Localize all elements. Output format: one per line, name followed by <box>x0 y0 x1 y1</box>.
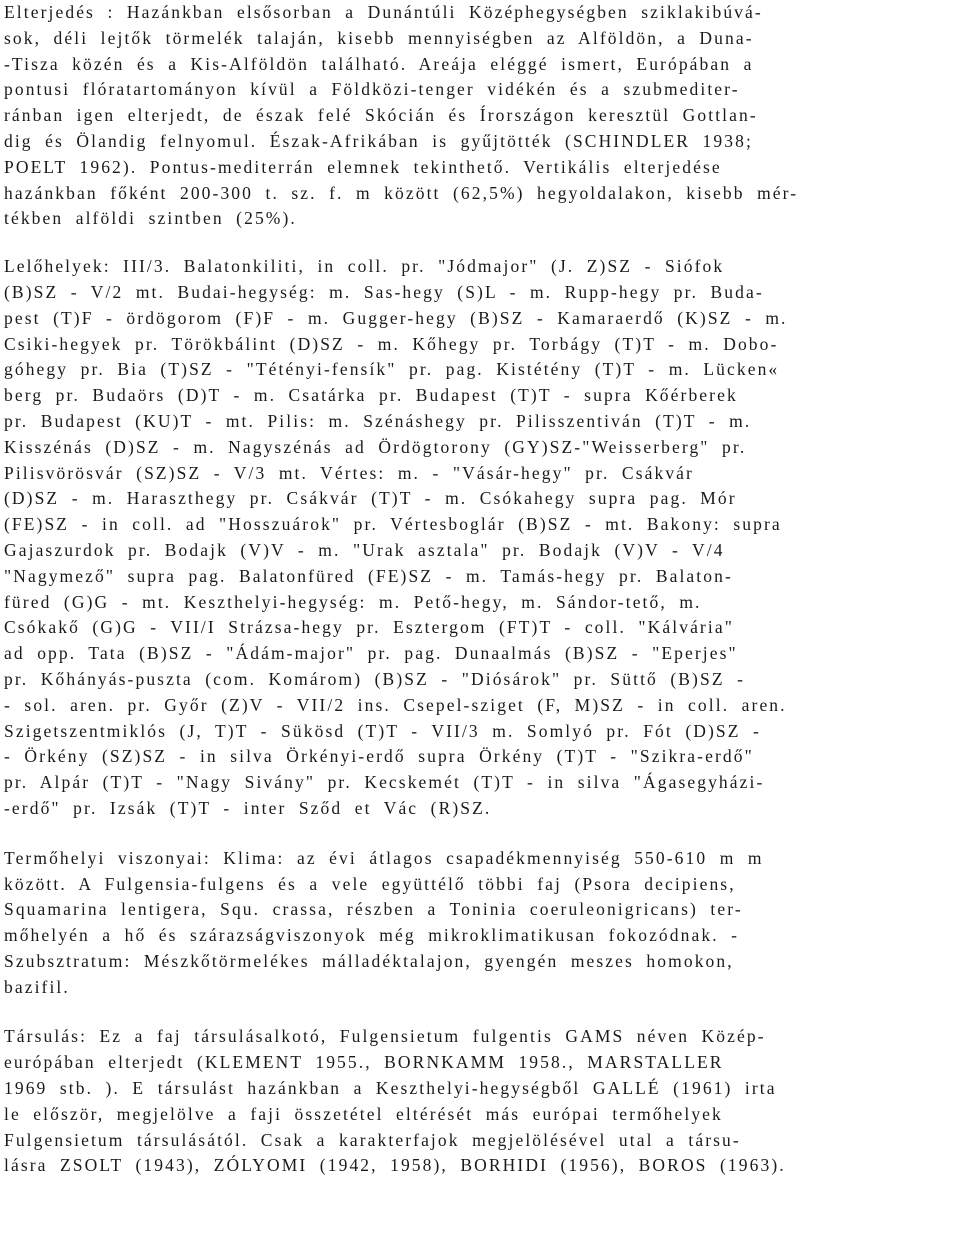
text-line: hazánkban főként 200-300 t. sz. f. m között (62,5%) hegyoldalakon, kisebb mér- <box>4 182 799 203</box>
text-line: Lelőhelyek: III/3. Balatonkiliti, in coll. pr. "Jódmajor" (J. Z)SZ - Siófok <box>4 256 725 277</box>
paragraph-tarsulas <box>4 1024 950 1179</box>
text-line: európában elterjedt (KLEMENT 1955., BORNKAMM 1958., MARSTALLER <box>4 1052 724 1073</box>
paragraph-elterjedes <box>4 0 950 232</box>
text-line: pr. Kőhányás-puszta (com. Komárom) (B)SZ - "Diósárok" pr. Süttő (B)SZ - <box>4 668 746 689</box>
text-line: - Örkény (SZ)SZ - in silva Örkényi-erdő supra Örkény (T)T - "Szikra-erdő" <box>4 746 754 767</box>
text-line: POELT 1962). Pontus-mediterrán elemnek tekinthető. Vertikális elterjedése <box>4 156 722 177</box>
text-line: Elterjedés : Hazánkban elsősorban a Dunántúli Középhegységben sziklakibúvá- <box>4 2 763 22</box>
text-line: füred (G)G - mt. Keszthelyi-hegység: m. Pető-hegy, m. Sándor-tető, m. <box>4 591 702 612</box>
text-line: Szigetszentmiklós (J, T)T - Sükösd (T)T - VII/3 m. Somlyó pr. Fót (D)SZ - <box>4 720 761 741</box>
text-line: Gajaszurdok pr. Bodajk (V)V - m. "Urak asztala" pr. Bodajk (V)V - V/4 <box>4 539 725 560</box>
text-line: Csiki-hegyek pr. Törökbálint (D)SZ - m. Kőhegy pr. Torbágy (T)T - m. Dobo- <box>4 333 779 354</box>
text-line: bazifil. <box>4 976 70 997</box>
text-line: tékben alföldi szintben (25%). <box>4 208 297 229</box>
text-line: Kisszénás (D)SZ - m. Nagyszénás ad Ördögtorony (GY)SZ-"Weisserberg" pr. <box>4 436 747 457</box>
text-line: pr. Budapest (KU)T - mt. Pilis: m. Szénáshegy pr. Pilisszentiván (T)T - m. <box>4 410 752 431</box>
text-line: (D)SZ - m. Haraszthegy pr. Csákvár (T)T - m. Csókahegy supra pag. Mór <box>4 488 737 509</box>
paragraph-termohelyi <box>4 846 950 1001</box>
text-line: le először, megjelölve a faji összetétel eltérését más európai termőhelyek <box>4 1103 723 1124</box>
text-line: Pilisvörösvár (SZ)SZ - V/3 mt. Vértes: m. - "Vásár-hegy" pr. Csákvár <box>4 462 694 483</box>
text-line: dig és Ölandig felnyomul. Észak-Afrikában is gyűjtötték (SCHINDLER 1938; <box>4 130 753 151</box>
text-line: Squamarina lentigera, Squ. crassa, részben a Toninia coeruleonigricans) ter- <box>4 899 743 920</box>
text-line: -Tisza közén és a Kis-Alföldön található. Areája eléggé ismert, Európában a <box>4 53 754 74</box>
text-line: Társulás: Ez a faj társulásalkotó, Fulgensietum fulgentis GAMS néven Közép- <box>4 1026 766 1047</box>
text-line: Szubsztratum: Mészkőtörmelékes málladéktalajon, gyengén meszes homokon, <box>4 950 734 971</box>
text-line: (B)SZ - V/2 mt. Budai-hegység: m. Sas-hegy (S)L - m. Rupp-hegy pr. Buda- <box>4 281 764 302</box>
text-line: góhegy pr. Bia (T)SZ - "Tétényi-fensík" pr. pag. Kistétény (T)T - m. Lücken« <box>4 359 780 380</box>
text-line: berg pr. Budaörs (D)T - m. Csatárka pr. Budapest (T)T - supra Kőérberek <box>4 385 738 406</box>
text-line: között. A Fulgensia-fulgens és a vele együttélő többi faj (Psora decipiens, <box>4 873 736 894</box>
section-spacer <box>4 822 950 846</box>
text-line: mőhelyén a hő és szárazságviszonyok még mikroklimatikusan fokozódnak. - <box>4 925 740 946</box>
section-spacer <box>4 1000 950 1024</box>
text-line: -erdő" pr. Izsák (T)T - inter Sződ et Vác (R)SZ. <box>4 797 492 818</box>
text-line: sok, déli lejtők törmelék talaján, kisebb mennyiségben az Alföldön, a Duna- <box>4 27 754 48</box>
text-line: (FE)SZ - in coll. ad "Hosszuárok" pr. Vértesboglár (B)SZ - mt. Bakony: supra <box>4 514 782 535</box>
paragraph-lelohelyek <box>4 254 950 822</box>
text-line: lásra ZSOLT (1943), ZÓLYOMI (1942, 1958), BORHIDI (1956), BOROS (1963). <box>4 1155 786 1176</box>
text-line: pr. Alpár (T)T - "Nagy Sivány" pr. Kecskemét (T)T - in silva "Ágasegyházi- <box>4 772 765 793</box>
section-spacer <box>4 232 950 254</box>
text-line: "Nagymező" supra pag. Balatonfüred (FE)SZ - m. Tamás-hegy pr. Balaton- <box>4 565 733 586</box>
text-line: Fulgensietum társulásától. Csak a karakterfajok megjelölésével utal a társu- <box>4 1129 741 1150</box>
text-line: 1969 stb. ). E társulást hazánkban a Keszthelyi-hegységből GALLÉ (1961) irta <box>4 1078 777 1099</box>
text-line: - sol. aren. pr. Győr (Z)V - VII/2 ins. Csepel-sziget (F, M)SZ - in coll. aren. <box>4 694 787 715</box>
text-line: pest (T)F - ördögorom (F)F - m. Gugger-hegy (B)SZ - Kamaraerdő (K)SZ - m. <box>4 307 788 328</box>
text-line: Termőhelyi viszonyai: Klima: az évi átlagos csapadékmennyiség 550-610 m m <box>4 847 764 868</box>
text-line: Csókakő (G)G - VII/I Strázsa-hegy pr. Esztergom (FT)T - coll. "Kálvária" <box>4 617 734 638</box>
text-line: ad opp. Tata (B)SZ - "Ádám-major" pr. pag. Dunaalmás (B)SZ - "Eperjes" <box>4 643 738 664</box>
document-page <box>4 0 950 1179</box>
text-line: ránban igen elterjedt, de észak felé Skócián és Írországon keresztül Gottlan- <box>4 105 758 126</box>
text-line: pontusi flóratartományon kívül a Földközi-tenger vidékén és a szubmediter- <box>4 79 740 100</box>
